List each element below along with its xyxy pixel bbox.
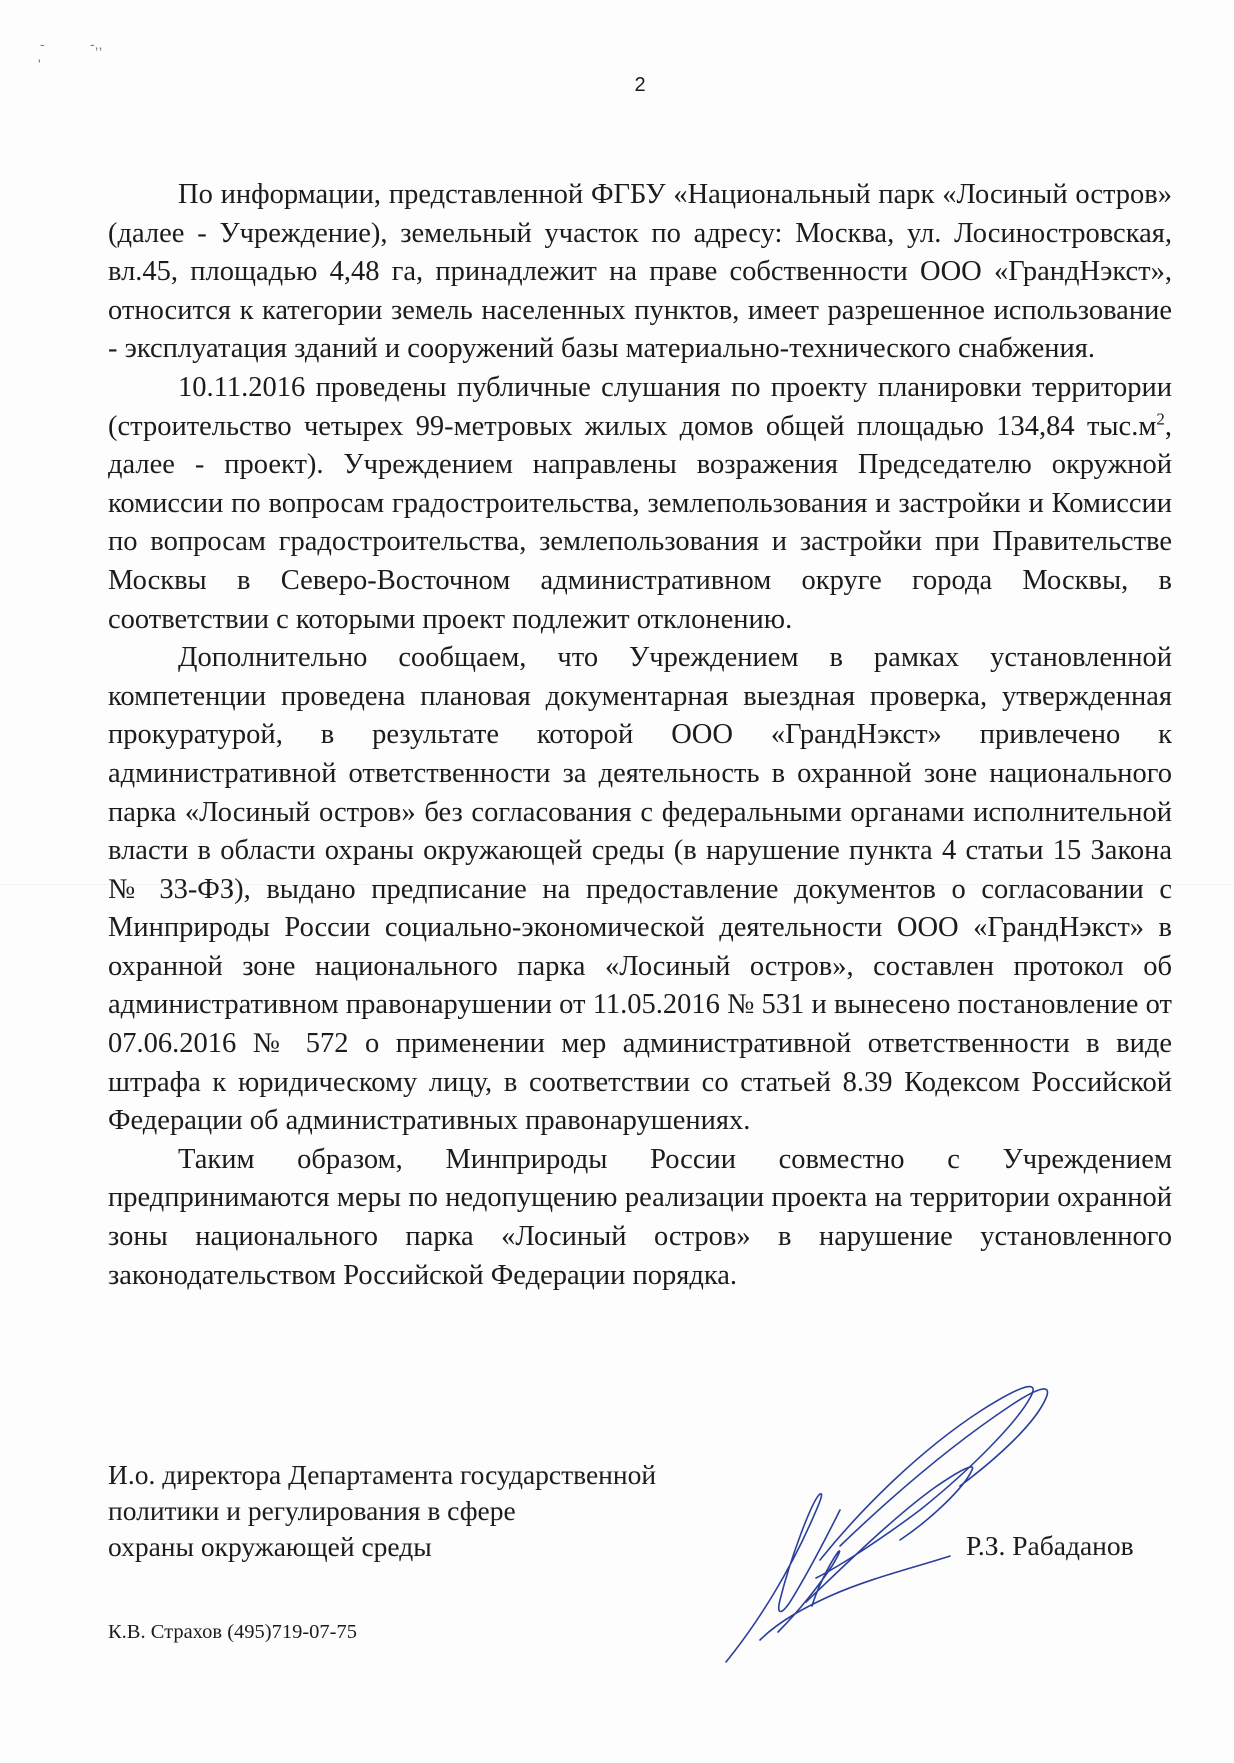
scan-artifact-mark: -,,: [90, 36, 103, 52]
contact-person: К.В. Страхов (495)719-07-75: [108, 1621, 358, 1643]
position-line: политики и регулирования в сфере: [108, 1495, 516, 1526]
paragraph-land-plot-info: [108, 176, 1172, 369]
paragraph-inspection-results: [108, 639, 1172, 1141]
paragraph-text: По информации, представленной ФГБУ «Национальный парк «Лосиный остров» (далее - Учреждение), земельный участок по адресу: Москва, ул. Лосиностровская, вл.45, площадью 4,48 га, принадлежит на праве собственности ООО «ГрандНэкст», относится к категории земель населенных пунктов, имеет разрешенное использование - эксплуатация зданий и сооружений базы материально-технического снабжения.: [108, 179, 1172, 365]
paragraph-conclusion: [108, 1141, 1172, 1295]
paragraph-text: 10.11.2016 проведены публичные слушания по проекту планировки территории (строительство четырех 99-метровых жилых домов общей площадью 134,84 тыс.м: [108, 371, 1172, 442]
signatory-name: Р.З. Рабаданов: [966, 1530, 1134, 1561]
position-line: И.о. директора Департамента государственной: [108, 1459, 657, 1490]
page-number: 2: [634, 74, 646, 96]
paragraph-text: Дополнительно сообщаем, что Учреждением в рамках установленной компетенции проведена плановая документарная выездная проверка, утвержденная прокуратурой, в результате которой ООО «ГрандНэкст» привлечено к административной ответственности за деятельность в охранной зоне национального парка «Лосиный остров» без согласования с федеральными органами исполнительной власти в области охраны окружающей среды (в нарушение пункта 4 статьи 15 Закона № 33-ФЗ), выдано предписание на предоставление документов о согласовании с Минприроды России социально-экономической деятельности ООО «ГрандНэкст» в охранной зоне национального парка «Лосиный остров», составлен протокол об административном правонарушении от 11.05.2016 № 531 и вынесено постановление от 07.06.2016 № 572 о применении мер административной ответственности в виде штрафа к юридическому лицу, в соответствии со статьей 8.39 Кодексом Российской Федерации об административных правонарушениях.: [108, 642, 1172, 1137]
scan-artifact-mark: -: [40, 36, 45, 52]
paragraph-public-hearings: [108, 369, 1172, 639]
letter-body: [108, 176, 1172, 1295]
area-unit-superscript: 2: [1156, 409, 1165, 429]
paragraph-text-continued: , далее - проект). Учреждением направлены возражения Председателю окружной комиссии по вопросам градостроительства, землепользования и застройки и Комиссии по вопросам градостроительства, землепользования и застройки при Правительстве Москвы в Северо-Восточном административном округе города Москвы, в соответствии с которыми проект подлежит отклонению.: [108, 410, 1172, 635]
paragraph-text: Таким образом, Минприроды России совместно с Учреждением предпринимаются меры по недопущению реализации проекта на территории охранной зоны национального парка «Лосиный остров» в нарушение установленного законодательством Российской Федерации порядка.: [108, 1143, 1172, 1291]
signatory-position: [108, 1457, 708, 1565]
position-line: охраны окружающей среды: [108, 1531, 432, 1562]
handwritten-signature-icon: [720, 1370, 1120, 1670]
scan-artifact-mark: ': [38, 56, 41, 72]
